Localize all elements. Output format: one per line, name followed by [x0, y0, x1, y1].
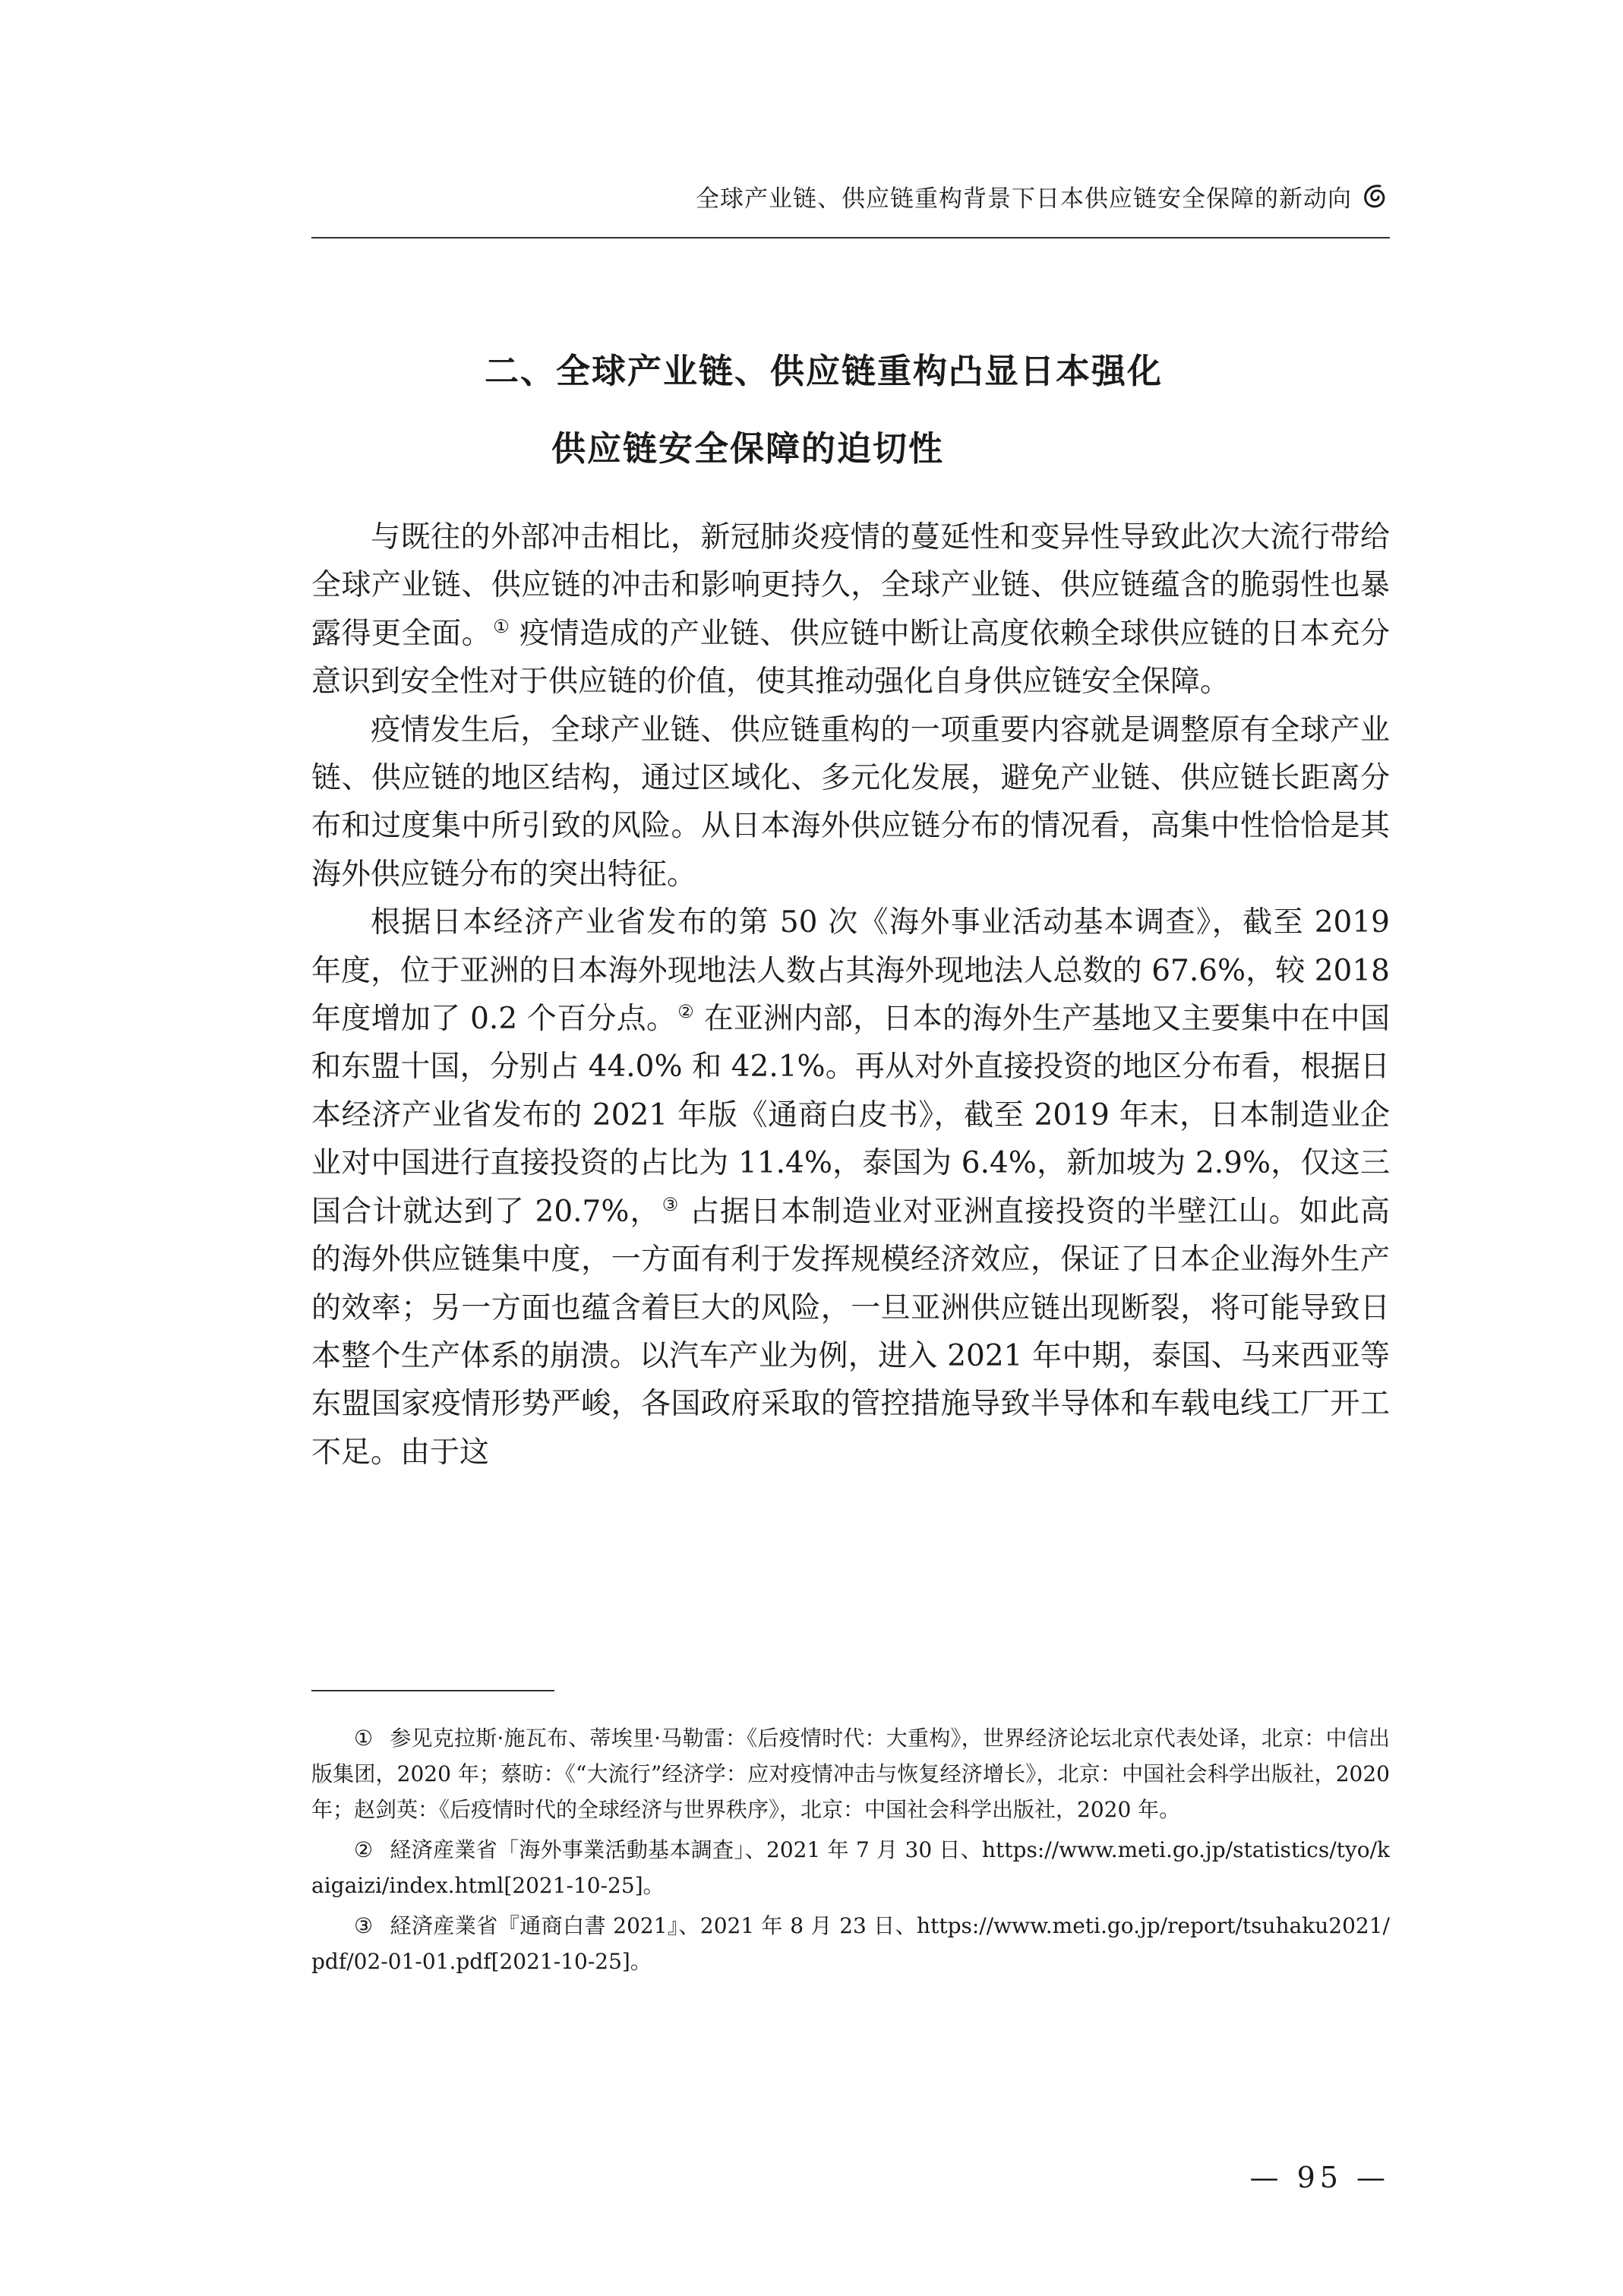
page-number: — 95 —	[1249, 2161, 1390, 2194]
footnote-ref-3: ③	[662, 1193, 680, 1215]
running-header	[311, 179, 1390, 213]
section-title-line-2: 供应链安全保障的迫切性	[551, 428, 945, 469]
header-rule	[311, 237, 1390, 238]
paragraph-1-text-b: 疫情造成的产业链、供应链中断让高度依赖全球供应链的日本充分意识到安全性对于供应链的价值，使其推动强化自身供应链安全保障。	[311, 616, 1390, 700]
running-title: 全球产业链、供应链重构背景下日本供应链安全保障的新动向	[696, 185, 1352, 213]
paragraph-3-text-a: 根据日本经济产业省发布的第 50 次《海外事业活动基本调查》，截至 2019 年度，位于亚洲的日本海外现地法人数占其海外现地法人总数的 67.6%，较 2018 年度增加了 0.2 个百分点。	[311, 905, 1390, 1037]
footnote-2	[311, 1832, 1390, 1903]
footnote-text: 経済産業省「海外事業活動基本調査」、2021 年 7 月 30 日、https://www.meti.go.jp/statistics/tyo/kaigaizi/index.html[2021-10-25]。	[311, 1837, 1390, 1898]
paragraph-1	[311, 513, 1390, 706]
paragraph-3	[311, 899, 1390, 1476]
footnote-3	[311, 1908, 1390, 1979]
footnote-1	[311, 1720, 1390, 1827]
paragraph-3-text-c: 占据日本制造业对亚洲直接投资的半壁江山。如此高的海外供应链集中度，一方面有利于发挥规模经济效应，保证了日本企业海外生产的效率；另一方面也蕴含着巨大的风险，一旦亚洲供应链出现断裂，将可能导致日本整个生产体系的崩溃。以汽车产业为例，进入 2021 年中期，泰国、马来西亚等东盟国家疫情形势严峻，各国政府采取的管控措施导致半导体和车载电线工厂开工不足。由于这	[311, 1194, 1390, 1470]
paragraph-3-text-b: 在亚洲内部，日本的海外生产基地又主要集中在中国和东盟十国，分别占 44.0% 和 42.1%。再从对外直接投资的地区分布看，根据日本经济产业省发布的 2021 年版《通商白皮书》，截至 2019 年末，日本制造业企业对中国进行直接投资的占比为 11.4%，泰国为 6.4%，新加坡为 2.9%，仅这三国合计就达到了 20.7%，	[311, 1002, 1390, 1229]
paragraph-1-text-a: 与既往的外部冲击相比，新冠肺炎疫情的蔓延性和变异性导致此次大流行带给全球产业链、供应链的冲击和影响更持久，全球产业链、供应链蕴含的脆弱性也暴露得更全面。	[311, 520, 1390, 651]
section-title-line-1: 二、全球产业链、供应链重构凸显日本强化	[485, 351, 1164, 391]
footnote-ref-2: ②	[677, 1001, 695, 1023]
footnote-text: 参见克拉斯·施瓦布、蒂埃里·马勒雷：《后疫情时代：大重构》，世界经济论坛北京代表处译，北京：中信出版集团，2020 年；蔡昉：《“大流行”经济学：应对疫情冲击与恢复经济增长》，北京：中国社会科学出版社，2020 年；赵剑英：《后疫情时代的全球经济与世界秩序》，北京：中国社会科学出版社，2020 年。	[311, 1726, 1390, 1822]
footnotes	[311, 1720, 1390, 1984]
section-title	[311, 333, 1390, 488]
footnote-ref-1: ①	[493, 615, 510, 637]
footnote-text: 経済産業省『通商白書 2021』、2021 年 8 月 23 日、https://www.meti.go.jp/report/tsuhaku2021/pdf/02-01-01.pdf[2021-10-25]。	[311, 1913, 1390, 1974]
paragraph-2: 疫情发生后，全球产业链、供应链重构的一项重要内容就是调整原有全球产业链、供应链的地区结构，通过区域化、多元化发展，避免产业链、供应链长距离分布和过度集中所引致的风险。从日本海外供应链分布的情况看，高集中性恰恰是其海外供应链分布的突出特征。	[311, 712, 1390, 892]
spiral-logo-icon	[1359, 182, 1390, 212]
footnote-mark: ②	[354, 1837, 374, 1862]
footnote-rule	[311, 1690, 554, 1691]
body-text	[311, 513, 1390, 1476]
footnote-mark: ③	[354, 1913, 374, 1938]
footnote-mark: ①	[354, 1726, 374, 1751]
